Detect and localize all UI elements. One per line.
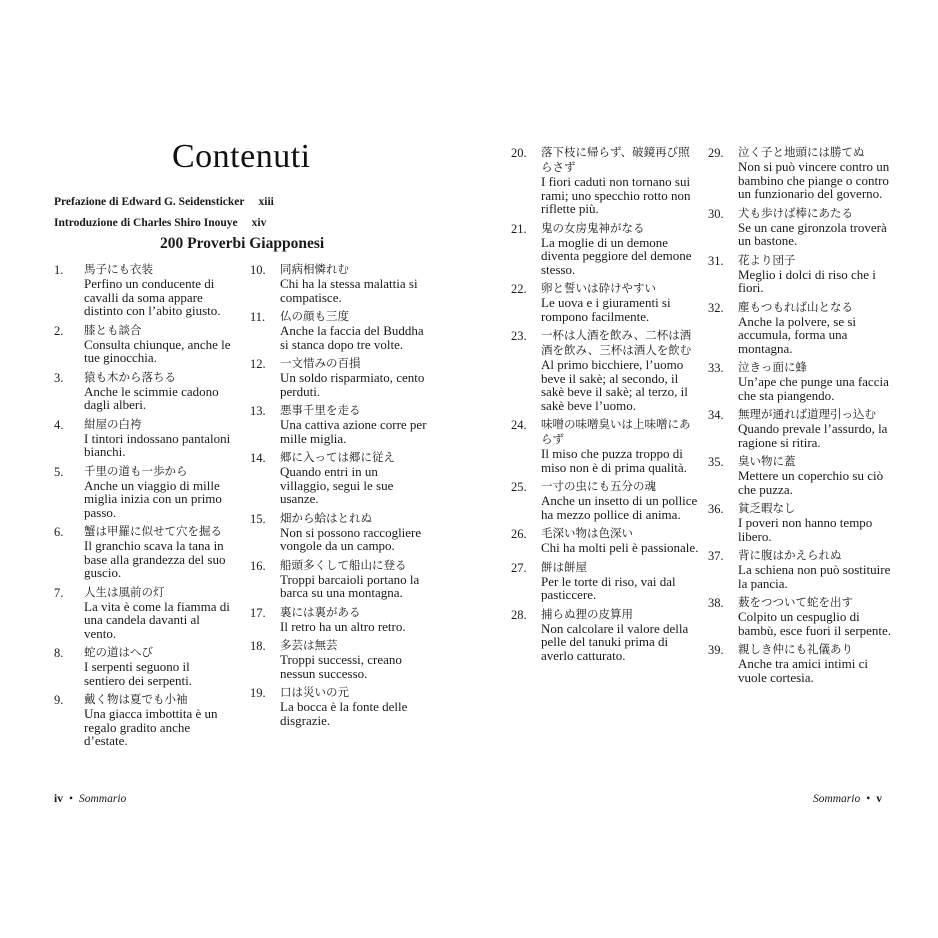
proverb-japanese: 一文惜みの百損	[280, 356, 361, 370]
proverb-japanese: 卵と誓いは砕けやすい	[541, 281, 656, 295]
proverb-entry	[708, 145, 893, 201]
proverb-entry	[54, 464, 234, 520]
proverb-body	[738, 407, 893, 449]
proverb-body	[738, 501, 893, 543]
proverb-japanese: 仏の顔も三度	[280, 309, 349, 323]
proverb-entry	[250, 262, 430, 304]
proverb-body	[541, 281, 701, 323]
proverb-japanese: 味噌の味噌臭いは上味噌にあらず	[541, 417, 691, 446]
proverb-japanese: 裏には裏がある	[280, 604, 361, 619]
proverb-number: 14.	[250, 451, 266, 465]
proverb-japanese: 紺屋の白袴	[84, 416, 142, 431]
proverb-number: 39.	[708, 643, 724, 657]
proverb-japanese: 船頭多くして船山に登る	[280, 557, 407, 572]
running-header: Sommario	[812, 793, 861, 805]
proverb-entry	[708, 642, 893, 684]
frontmatter-page: xiv	[251, 217, 267, 229]
proverb-japanese: 泣きっ面に蜂	[738, 360, 807, 374]
proverb-translation: Anche un viaggio di mille miglia inizia con un primo passo.	[84, 477, 222, 520]
proverb-translation: Non si possono raccogliere vongole da un campo.	[280, 524, 422, 553]
proverb-number: 4.	[54, 417, 64, 432]
page-title: Contenuti	[172, 138, 311, 175]
proverb-body	[738, 595, 893, 637]
proverb-body	[541, 560, 701, 602]
proverb-translation: Non si può vincere contro un bambino che piange o contro un funzionario del governo.	[738, 159, 890, 201]
proverb-japanese: 親しき仲にも礼儀あり	[738, 642, 853, 656]
frontmatter-label: Introduzione di Charles Shiro Inouye	[54, 217, 238, 229]
proverb-body	[280, 638, 430, 680]
frontmatter-label: Prefazione di Edward G. Seidensticker	[54, 196, 245, 208]
page-footer-left	[54, 793, 126, 805]
proverb-number: 3.	[54, 370, 64, 385]
proverb-number: 15.	[250, 511, 266, 526]
proverb-translation: Il miso che puzza troppo di miso non è di prima qualità.	[541, 446, 687, 475]
proverb-entry	[250, 309, 430, 351]
proverb-japanese: 背に腹はかえられぬ	[738, 548, 842, 562]
proverb-number: 24.	[511, 418, 527, 432]
proverb-body	[738, 454, 893, 496]
proverb-japanese: 馬子にも衣装	[84, 262, 153, 276]
proverb-japanese: 一寸の虫にも五分の魂	[541, 479, 656, 493]
proverb-translation: Anche tra amici intimi ci vuole cortesia.	[738, 656, 868, 685]
proverb-entry	[54, 370, 234, 412]
proverb-body	[280, 511, 430, 553]
proverb-japanese: 鬼の女房鬼神がなる	[541, 220, 645, 235]
proverb-entry	[511, 328, 701, 412]
frontmatter-item[interactable]	[54, 213, 274, 234]
proverb-body	[84, 417, 234, 459]
proverb-entry	[511, 607, 701, 663]
proverb-entry	[54, 524, 234, 580]
proverb-body	[738, 300, 893, 356]
proverb-translation: Chi ha la stessa malattia si compatisce.	[280, 276, 418, 305]
proverb-entry	[54, 323, 234, 365]
proverb-number: 26.	[511, 527, 527, 541]
proverb-number: 12.	[250, 357, 266, 371]
proverb-number: 1.	[54, 263, 64, 277]
proverb-japanese: 一杯は人酒を飲み、二杯は酒酒を飲み、三杯は酒人を飲む	[541, 328, 692, 357]
proverb-japanese: 花より団子	[738, 252, 796, 267]
proverb-number: 7.	[54, 585, 64, 600]
proverb-translation: Se un cane gironzola troverà un bastone.	[738, 219, 887, 248]
proverb-entry	[511, 417, 701, 474]
proverb-translation: I tintori indossano pantaloni bianchi.	[84, 430, 231, 459]
proverb-translation: Quando prevale l’assurdo, la ragione si ritira.	[738, 421, 888, 450]
proverb-body	[541, 607, 701, 663]
proverb-number: 13.	[250, 404, 266, 418]
proverb-body	[84, 464, 234, 520]
proverb-number: 37.	[708, 549, 724, 563]
proverb-entry	[708, 300, 893, 356]
proverb-translation: Il retro ha un altro retro.	[280, 618, 406, 634]
proverb-number: 22.	[511, 282, 527, 296]
proverb-number: 27.	[511, 560, 527, 575]
proverb-translation: La schiena non può sostituire la pancia.	[738, 562, 891, 591]
proverb-japanese: 薮をつついて蛇を出す	[738, 595, 853, 609]
page-number: iv	[54, 793, 63, 805]
proverb-japanese: 落下枝に帰らず、破鏡再び照らさず	[541, 145, 690, 174]
proverb-translation: Perfino un conducente di cavalli da soma appare distinto con l’abito giusto.	[84, 276, 221, 318]
proverb-number: 32.	[708, 300, 724, 315]
proverb-translation: Le uova e i giuramenti si rompono facilmente.	[541, 295, 671, 324]
proverb-body	[738, 253, 893, 295]
proverb-translation: Quando entri in un villaggio, segui le sue usanze.	[280, 464, 394, 506]
frontmatter-page: xiii	[258, 196, 274, 208]
proverb-entry	[511, 560, 701, 602]
proverb-number: 30.	[708, 206, 724, 221]
proverb-translation: Troppi successi, creano nessun successo.	[280, 652, 402, 681]
proverb-body	[84, 692, 234, 748]
proverb-body	[541, 145, 701, 216]
proverb-column-2	[250, 262, 430, 732]
proverb-translation: La moglie di un demone diventa peggiore del demone stesso.	[541, 234, 692, 277]
proverb-japanese: 捕らぬ狸の皮算用	[541, 606, 633, 621]
proverb-column-1	[54, 262, 234, 753]
proverb-japanese: 無理が通れば道理引っ込む	[738, 407, 876, 421]
proverb-number: 21.	[511, 221, 527, 236]
proverb-body	[738, 145, 893, 201]
proverb-translation: Anche la faccia del Buddha si stanca dopo tre volte.	[280, 323, 424, 352]
proverb-translation: Una cattiva azione corre per mille miglia.	[280, 417, 427, 446]
proverb-number: 9.	[54, 693, 64, 707]
proverb-number: 19.	[250, 686, 266, 700]
proverb-number: 17.	[250, 605, 266, 620]
proverb-entry	[250, 685, 430, 727]
proverb-number: 33.	[708, 361, 724, 375]
proverb-body	[280, 403, 430, 445]
proverb-translation: Anche la polvere, se si accumula, forma una montagna.	[738, 313, 857, 356]
proverb-body	[84, 645, 234, 687]
proverb-translation: Colpito un cespuglio di bambù, esce fuori il serpente.	[738, 609, 892, 638]
proverb-translation: Per le torte di riso, vai dal pasticcere.	[541, 573, 676, 602]
proverb-japanese: 多芸は無芸	[280, 638, 338, 652]
proverb-body	[280, 450, 430, 506]
proverb-column-4	[708, 145, 893, 689]
proverb-japanese: 塵もつもれば山となる	[738, 299, 853, 314]
proverb-body	[84, 323, 234, 365]
proverb-column-3	[511, 145, 701, 667]
proverb-number: 38.	[708, 596, 724, 610]
proverb-translation: Consulta chiunque, anche le tue ginocchia.	[84, 336, 231, 365]
proverb-body	[738, 360, 893, 402]
proverb-japanese: 犬も歩けば棒にあたる	[738, 205, 853, 220]
proverb-body	[541, 417, 701, 474]
proverb-number: 8.	[54, 646, 64, 660]
proverb-entry	[54, 692, 234, 748]
proverb-body	[738, 548, 893, 590]
proverb-japanese: 蛇の道はへび	[84, 645, 153, 659]
proverb-number: 36.	[708, 502, 724, 516]
page-number: v	[876, 793, 882, 805]
proverb-japanese: 猿も木から落ちる	[84, 369, 176, 384]
proverb-entry	[708, 360, 893, 402]
proverb-entry	[511, 479, 701, 521]
proverb-translation: Una giacca imbottita è un regalo gradito anche d’estate.	[84, 706, 218, 748]
proverb-entry	[250, 403, 430, 445]
proverb-translation: Mettere un coperchio su ciò che puzza.	[738, 468, 884, 497]
proverb-japanese: 餅は餅屋	[541, 559, 587, 574]
proverb-japanese: 口は災いの元	[280, 685, 349, 699]
proverb-body	[84, 524, 234, 580]
proverb-body	[738, 642, 893, 684]
proverb-number: 18.	[250, 639, 266, 653]
proverb-entry	[250, 356, 430, 398]
proverb-body	[541, 479, 701, 521]
running-header: Sommario	[78, 793, 127, 805]
proverb-japanese: 同病相憐れむ	[280, 262, 349, 276]
proverb-entry	[54, 585, 234, 641]
proverb-japanese: 泣く子と地頭には勝てぬ	[738, 145, 865, 159]
proverb-japanese: 貧乏暇なし	[738, 501, 796, 515]
proverb-number: 29.	[708, 146, 724, 160]
proverb-translation: Anche le scimmie cadono dagli alberi.	[84, 383, 219, 412]
proverb-number: 20.	[511, 146, 527, 160]
right-page	[469, 0, 938, 938]
proverb-body	[280, 262, 430, 304]
proverb-body	[280, 605, 430, 634]
proverb-translation: La vita è come la fiamma di una candela davanti al vento.	[84, 598, 230, 641]
proverb-entry	[708, 206, 893, 248]
section-title: 200 Proverbi Giapponesi	[160, 235, 325, 252]
proverb-number: 11.	[250, 310, 266, 324]
proverb-translation: Un soldo risparmiato, cento perduti.	[280, 370, 425, 399]
proverb-translation: Chi ha molti peli è passionale.	[541, 540, 699, 555]
proverb-translation: Non calcolare il valore della pelle del tanuki prima di averlo catturato.	[541, 620, 689, 663]
frontmatter-list	[54, 192, 274, 234]
proverb-entry	[708, 501, 893, 543]
bullet-separator: •	[866, 793, 871, 805]
proverb-japanese: 毛深い物は色深い	[541, 526, 633, 540]
proverb-number: 31.	[708, 253, 724, 268]
proverb-body	[541, 221, 701, 277]
proverb-number: 23.	[511, 329, 527, 343]
proverb-entry	[708, 548, 893, 590]
proverb-japanese: 千里の道も一歩から	[84, 463, 188, 478]
proverb-number: 28.	[511, 607, 527, 622]
proverb-japanese: 畑から蛤はとれぬ	[280, 510, 372, 525]
proverb-japanese: 蟹は甲羅に似せて穴を掘る	[84, 524, 222, 538]
proverb-entry	[708, 454, 893, 496]
proverb-body	[84, 370, 234, 412]
proverb-number: 25.	[511, 480, 527, 494]
proverb-body	[84, 262, 234, 318]
bullet-separator: •	[68, 793, 73, 805]
proverb-body	[84, 585, 234, 641]
frontmatter-item[interactable]	[54, 192, 274, 213]
proverb-number: 5.	[54, 464, 64, 479]
proverb-body	[280, 685, 430, 727]
proverb-body	[280, 356, 430, 398]
proverb-number: 35.	[708, 455, 724, 469]
proverb-entry	[250, 638, 430, 680]
proverb-entry	[511, 281, 701, 323]
proverb-entry	[511, 221, 701, 277]
proverb-japanese: 臭い物に蓋	[738, 454, 796, 468]
proverb-translation: I fiori caduti non tornano sui rami; uno specchio rotto non riflette più.	[541, 174, 691, 216]
proverb-japanese: 戴く物は夏でも小袖	[84, 692, 188, 706]
proverb-body	[541, 328, 701, 412]
proverb-entry	[250, 450, 430, 506]
proverb-translation: Al primo bicchiere, l’uomo beve il sakè; al secondo, il sakè beve il sakè; al terzo, il sakè beve l’uomo.	[541, 357, 688, 413]
proverb-translation: Troppi barcaioli portano la barca su una montagna.	[280, 571, 420, 600]
proverb-translation: Meglio i dolci di riso che i fiori.	[738, 266, 876, 295]
proverb-translation: I poveri non hanno tempo libero.	[738, 515, 873, 544]
proverb-entry	[250, 511, 430, 553]
proverb-entry	[250, 605, 430, 634]
proverb-japanese: 郷に入っては郷に従え	[280, 450, 395, 464]
proverb-entry	[708, 253, 893, 295]
proverb-entry	[511, 526, 701, 555]
proverb-translation: La bocca è la fonte delle disgrazie.	[280, 699, 408, 728]
proverb-translation: Anche un insetto di un pollice ha mezzo pollice di anima.	[541, 493, 698, 522]
proverb-body	[280, 309, 430, 351]
proverb-body	[541, 526, 701, 555]
proverb-japanese: 人生は風前の灯	[84, 584, 165, 599]
proverb-translation: I serpenti seguono il sentiero dei serpenti.	[84, 659, 192, 688]
proverb-body	[738, 206, 893, 248]
proverb-japanese: 膝とも談合	[84, 322, 142, 337]
proverb-number: 6.	[54, 525, 64, 539]
proverb-body	[280, 558, 430, 600]
proverb-entry	[54, 262, 234, 318]
proverb-translation: Il granchio scava la tana in base alla grandezza del suo guscio.	[84, 538, 226, 580]
proverb-entry	[250, 558, 430, 600]
proverb-translation: Un’ape che punge una faccia che sta piangendo.	[738, 374, 889, 403]
proverb-entry	[54, 645, 234, 687]
proverb-number: 10.	[250, 263, 266, 277]
proverb-entry	[54, 417, 234, 459]
proverb-entry	[708, 595, 893, 637]
proverb-number: 16.	[250, 558, 266, 573]
page-footer-right	[813, 793, 882, 805]
proverb-entry	[511, 145, 701, 216]
proverb-number: 2.	[54, 323, 64, 338]
proverb-japanese: 悪事千里を走る	[280, 403, 361, 417]
proverb-entry	[708, 407, 893, 449]
proverb-number: 34.	[708, 408, 724, 422]
